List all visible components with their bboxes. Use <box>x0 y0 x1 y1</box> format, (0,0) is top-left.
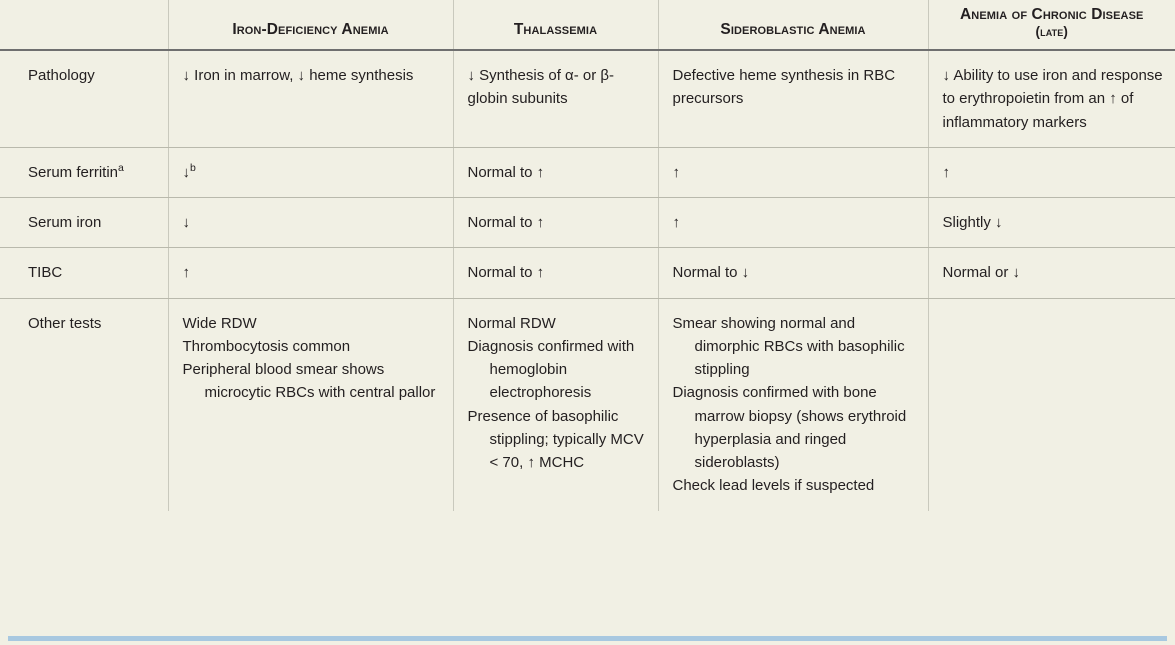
table-cell <box>928 248 1175 298</box>
cell-line: ↓ Ability to use iron and response to erythropoietin from an ↑ of inflammatory markers <box>942 67 1163 131</box>
row-label-text: Pathology <box>28 67 95 84</box>
table-cell <box>168 198 453 248</box>
column-header-acd-line2: (late) <box>1035 24 1068 39</box>
row-label-text: Serum ferritin <box>28 163 119 181</box>
table-row <box>0 248 1175 298</box>
cell-line: Thrombocytosis common <box>182 337 351 355</box>
row-label <box>0 50 168 147</box>
cell-line: Normal to ↑ <box>467 163 545 181</box>
cell-line: ↑ <box>182 264 190 282</box>
table-cell <box>658 147 928 197</box>
table-header <box>0 0 1175 50</box>
cell-line: Diagnosis confirmed with hemoglobin electrophoresis <box>467 337 635 402</box>
cell-line: Check lead levels if suspected <box>672 477 875 495</box>
cell-line: ↓ Synthesis of α- or β-globin subunits <box>467 67 615 108</box>
cell-line: Normal or ↓ <box>942 264 1021 282</box>
table-cell <box>453 50 658 147</box>
cell-line: Smear showing normal and dimorphic RBCs with basophilic stippling <box>672 314 905 378</box>
cell-line: Normal to ↓ <box>672 264 750 282</box>
table-cell <box>928 147 1175 197</box>
cell-line: Normal to ↑ <box>467 264 545 282</box>
row-label <box>0 198 168 248</box>
table-row <box>0 298 1175 511</box>
cell-line: ↑ <box>942 163 950 181</box>
cell-line: ↓ Iron in marrow, ↓ heme synthesis <box>182 67 414 84</box>
cell-line: Normal to ↑ <box>467 214 545 231</box>
table-cell <box>453 198 658 248</box>
table-cell <box>658 248 928 298</box>
table-cell <box>658 50 928 147</box>
table-cell <box>168 298 453 511</box>
cell-line: ↓ <box>182 214 190 231</box>
row-label <box>0 298 168 511</box>
cell-line: Peripheral blood smear shows microcytic RBCs with central pallor <box>182 361 436 402</box>
cell-line: Presence of basophilic stippling; typically MCV < 70, ↑ MCHC <box>467 407 644 471</box>
table-cell <box>928 50 1175 147</box>
bottom-accent-bar <box>8 636 1167 641</box>
table-cell <box>928 298 1175 511</box>
cell-line: ↑ <box>672 214 680 231</box>
column-header-anemia-of-chronic-disease <box>928 0 1175 49</box>
table-cell <box>168 50 453 147</box>
row-label <box>0 248 168 298</box>
cell-line: Defective heme synthesis in RBC precursors <box>672 67 896 108</box>
table-row <box>0 50 1175 147</box>
row-label-text: Other tests <box>28 314 102 332</box>
column-header-blank <box>0 0 168 49</box>
table-cell <box>453 147 658 197</box>
column-header-sideroblastic-anemia: Sideroblastic Anemia <box>658 0 928 49</box>
cell-line: Wide RDW <box>182 314 257 332</box>
column-header-iron-deficiency-anemia: Iron-Deficiency Anemia <box>168 0 453 49</box>
table-cell <box>168 248 453 298</box>
column-header-thalassemia: Thalassemia <box>453 0 658 49</box>
row-label-text: Serum iron <box>28 214 102 231</box>
table-row <box>0 147 1175 197</box>
table-cell <box>168 147 453 197</box>
row-label <box>0 147 168 197</box>
row-label-text: TIBC <box>28 264 63 282</box>
cell-footnote-marker: b <box>190 161 196 174</box>
header-row <box>0 0 1175 49</box>
table-cell <box>658 198 928 248</box>
table-row <box>0 198 1175 248</box>
column-header-acd-line1: Anemia of Chronic Disease <box>960 6 1144 23</box>
table-body <box>0 50 1175 511</box>
cell-line: ↑ <box>672 163 680 181</box>
table-cell <box>453 248 658 298</box>
cell-line: Normal RDW <box>467 314 556 332</box>
cell-line: Diagnosis confirmed with bone marrow biopsy (shows erythroid hyperplasia and ringed sideroblasts) <box>672 384 907 471</box>
cell-line: Slightly ↓ <box>942 214 1003 231</box>
table-cell <box>658 298 928 511</box>
row-label-footnote-marker: a <box>118 161 124 174</box>
table-cell <box>453 298 658 511</box>
cell-line: ↓$^b$ <box>182 161 196 181</box>
table-cell <box>928 198 1175 248</box>
